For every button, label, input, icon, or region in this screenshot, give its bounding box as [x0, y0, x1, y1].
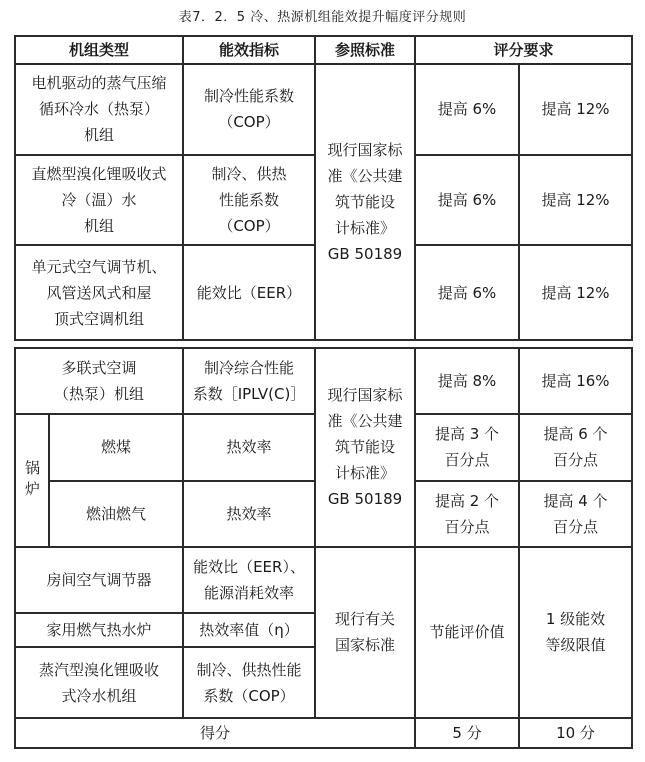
requirement-5-cell: 提高 6%: [415, 245, 519, 340]
requirement-10-cell: 提高 4 个 百分点: [519, 481, 632, 547]
unit-type-cell: 家用燃气热水炉: [15, 613, 183, 647]
requirement-5-cell: 提高 3 个 百分点: [415, 414, 519, 480]
table-row: [15, 547, 632, 613]
score-10-cell: 10 分: [519, 718, 632, 748]
indicator-cell: 制冷性能系数 （COP）: [183, 64, 315, 155]
efficiency-table-part2: [14, 347, 633, 749]
requirement-10-cell: 提高 12%: [519, 155, 632, 246]
reference-standard-cell: 现行国家标 准《公共建 筑节能设 计标准》 GB 50189: [315, 64, 415, 340]
reference-standard-cell: 现行有关 国家标准: [315, 547, 415, 718]
table-header-row: [15, 36, 632, 64]
indicator-cell: 制冷综合性能 系数［IPLV(C)］: [183, 348, 315, 414]
boiler-group-label: 锅炉: [15, 414, 49, 547]
score-row: [15, 718, 632, 748]
requirement-10-cell: 1 级能效 等级限值: [519, 547, 632, 718]
unit-type-cell: 房间空气调节器: [15, 547, 183, 613]
requirement-5-cell: 提高 2 个 百分点: [415, 481, 519, 547]
indicator-cell: 能效比（EER）、 能源消耗效率: [183, 547, 315, 613]
indicator-cell: 热效率值（η）: [183, 613, 315, 647]
header-reference-standard: 参照标准: [315, 36, 415, 64]
header-efficiency-indicator: 能效指标: [183, 36, 315, 64]
requirement-10-cell: 提高 12%: [519, 64, 632, 155]
table-caption: 表7．2．5 冷、热源机组能效提升幅度评分规则: [178, 10, 467, 25]
unit-type-cell: 电机驱动的蒸气压缩 循环冷水（热泵） 机组: [15, 64, 183, 155]
header-unit-type: 机组类型: [15, 36, 183, 64]
table-row: [15, 64, 632, 155]
indicator-cell: 制冷、供热性能 系数（COP）: [183, 647, 315, 717]
reference-standard-cell: 现行国家标 准《公共建 筑节能设 计标准》 GB 50189: [315, 348, 415, 547]
requirement-5-cell: 提高 6%: [415, 64, 519, 155]
unit-type-cell: 蒸汽型溴化锂吸收 式冷水机组: [15, 647, 183, 717]
requirement-5-cell: 节能评价值: [415, 547, 519, 718]
indicator-cell: 制冷、供热 性能系数 （COP）: [183, 155, 315, 246]
requirement-5-cell: 提高 6%: [415, 155, 519, 246]
indicator-cell: 能效比（EER）: [183, 245, 315, 340]
header-scoring-requirement: 评分要求: [415, 36, 632, 64]
requirement-10-cell: 提高 16%: [519, 348, 632, 414]
efficiency-table-part1: [14, 35, 633, 341]
unit-type-cell: 直燃型溴化锂吸收式 冷（温）水 机组: [15, 155, 183, 246]
indicator-cell: 热效率: [183, 481, 315, 547]
requirement-5-cell: 提高 8%: [415, 348, 519, 414]
unit-type-cell: 燃油燃气: [49, 481, 183, 547]
requirement-10-cell: 提高 6 个 百分点: [519, 414, 632, 480]
unit-type-cell: 多联式空调 （热泵）机组: [15, 348, 183, 414]
indicator-cell: 热效率: [183, 414, 315, 480]
score-5-cell: 5 分: [415, 718, 519, 748]
requirement-10-cell: 提高 12%: [519, 245, 632, 340]
unit-type-cell: 燃煤: [49, 414, 183, 480]
score-label: 得分: [15, 718, 415, 748]
unit-type-cell: 单元式空气调节机、 风管送风式和屋 顶式空调机组: [15, 245, 183, 340]
table-row: [15, 348, 632, 414]
